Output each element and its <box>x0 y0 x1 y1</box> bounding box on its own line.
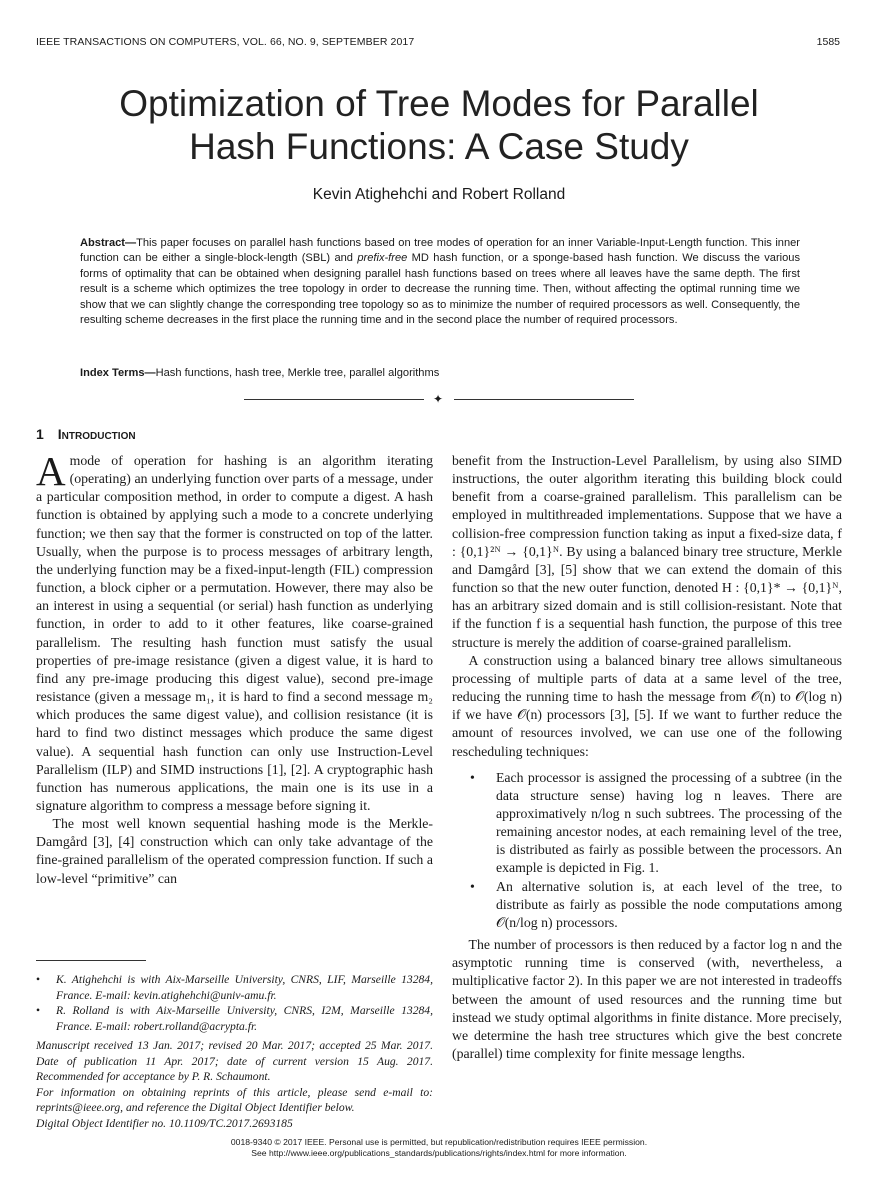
right-column <box>452 452 842 1063</box>
abstract <box>80 236 800 328</box>
reprints-info: For information on obtaining reprints of this article, please send e-mail to: reprints@ieee.org, and reference the Digital Object Identifier below. <box>36 1085 433 1114</box>
footnote-author-1 <box>36 972 433 1003</box>
list-item-text-1: Each processor is assigned the processing of a subtree (in the data structure sense) having log n leaves. There are approximatively n/log n such subtrees. The processing of the remaining ancestor nodes, at each remaining level of the tree, is distributed as fairly as possible between the processors. An example is depicted in Fig. 1. <box>496 769 842 876</box>
right-paragraph-2: A construction using a balanced binary tree allows simultaneous processing of multiple parts of data at a same level of the tree, reducing the running time to hash the message from 𝒪(n) to 𝒪(log n) if we have 𝒪(n) processors [3], [5]. If we want to further reduce the amount of resources involved, we can use one of the following rescheduling techniques: <box>452 652 842 759</box>
doi: Digital Object Identifier no. 10.1109/TC.2017.2693185 <box>36 1116 293 1130</box>
paper-title-line-2: Hash Functions: A Case Study <box>189 126 689 167</box>
copyright-footer <box>60 1137 818 1159</box>
paper-title-line-1: Optimization of Tree Modes for Parallel <box>119 83 759 124</box>
abstract-text-2: MD hash function, or a sponge-based hash function. We discuss the various forms of optimality that can be obtained when designing parallel hash functions based on trees where all leaves have the same depth. The first result is a scheme which optimizes the tree topology in order to decrease the running time. Then, without affecting the optimal running time we show that we can slightly change the corresponding tree topology so as to minimize the number of required processors as well. Consequently, the resulting scheme decreases in the first place the running time and in the second place the number of required processors. <box>80 252 800 327</box>
list-bullet: • <box>470 769 475 785</box>
manuscript-dates: Manuscript received 13 Jan. 2017; revised 20 Mar. 2017; accepted 25 Mar. 2017. Date of publication 11 Apr. 2017; date of current version 15 Aug. 2017. Recommended for acceptance by P. R. Schaumont. <box>36 1039 433 1083</box>
drop-cap: A <box>36 448 66 494</box>
footnote-author-1-text: K. Atighehchi is with Aix-Marseille University, CNRS, LIF, Marseille 13284, France. E-mail: kevin.atighehchi@univ-amu.fr. <box>56 973 433 1002</box>
section-heading <box>36 426 136 442</box>
footnote-author-2 <box>36 1003 433 1034</box>
copyright-line-1: 0018-9340 © 2017 IEEE. Personal use is permitted, but republication/redistribution requires IEEE permission. <box>230 1137 648 1147</box>
index-terms-text: Hash functions, hash tree, Merkle tree, parallel algorithms <box>155 367 440 379</box>
list-item <box>452 878 842 932</box>
intro-paragraph-2: The most well known sequential hashing mode is the Merkle-Damgård [3], [4] construction which can only take advantage of the fine-grained parallelism of the operated compression function. If such a low-level “primitive” can <box>36 816 433 886</box>
list-bullet: • <box>470 878 475 894</box>
footnote-bullet: • <box>36 1004 41 1017</box>
intro-paragraph-1-text: mode of operation for hashing is an algorithm iterating (operating) an underlying function over parts of a message, under a particular composition method, in order to compute a digest. A hash function is obtained by applying such a mode to a concrete underlying function; we then say that the former is constructed on top of the latter. Usually, when the purpose is to process messages of arbitrary length, the underlying function may be a fixed-input-length (FIL) compression function, a block cipher or a permutation. However, there may also be an interest in using a sequential (or serial) hash function as underlying function, in order to add to it other features, like coarse-grained parallelism. The resulting hash function must satisfy the usual properties of pre-image resistance (given a digest value, it is hard to find any pre-image producing this digest value), second pre-image resistance (given a message m₁, it is hard to find a second message m₂ which produces the same digest value), and collision resistance (it is hard to find two distinct messages which produce the same digest value). A sequential hash function can only use Instruction-Level Parallelism (ILP) and SIMD instructions [1], [2]. A cryptographic hash function has numerous applications, the main one is its use in a signature algorithm to compress a message before signing it. <box>36 453 433 813</box>
diamond-icon: ✦ <box>433 392 444 406</box>
intro-paragraph-1 <box>36 448 433 815</box>
footnotes <box>36 972 433 1131</box>
abstract-italic: prefix-free <box>357 252 408 265</box>
authors: Kevin Atighehchi and Robert Rolland <box>312 186 566 203</box>
copyright-line-2: See http://www.ieee.org/publications_standards/publications/rights/index.html for more information. <box>251 1148 627 1158</box>
right-paragraph-1: benefit from the Instruction-Level Parallelism, by using also SIMD instructions, the outer algorithm iterating this building block could benefit from a coarse-grained parallelism. This parallelism can be employed in multithreaded implementations. Suppose that we have a collision-free compression function taking as input a fixed-size data, f : {0,1}²ᴺ → {0,1}ᴺ. By using a balanced binary tree structure, Merkle and Damgård [3], [5] show that we can extend the domain of this function so that the new outer function, denoted H : {0,1}* → {0,1}ᴺ, has an arbitrary sized domain and is still collision-resistant. Note that if the function f is a sequential hash function, the purpose of this tree structure is merely the addition of coarse-grained parallelism. <box>452 453 842 650</box>
page-number: 1585 <box>816 36 840 48</box>
technique-list <box>452 769 842 932</box>
abstract-label: Abstract— <box>80 237 137 249</box>
paper-title <box>60 82 818 168</box>
footnote-rule <box>36 960 146 961</box>
abstract-text-1: This paper focuses on parallel hash functions based on tree modes of operation for an inner Variable-Input-Length function. This inner function can be either a single-block-length (SBL) and <box>80 237 800 265</box>
list-item <box>452 769 842 878</box>
index-terms <box>80 367 800 379</box>
footnote-bullet: • <box>36 973 41 986</box>
footnote-author-2-text: R. Rolland is with Aix-Marseille University, CNRS, I2M, Marseille 13284, France. E-mail: robert.rolland@acrypta.fr. <box>56 1004 433 1033</box>
running-header-journal: IEEE TRANSACTIONS ON COMPUTERS, VOL. 66, NO. 9, SEPTEMBER 2017 <box>36 36 415 48</box>
list-item-text-2: An alternative solution is, at each level of the tree, to distribute as fairly as possible the node computations among 𝒪(n/log n) processors. <box>496 878 842 930</box>
divider-right <box>454 399 634 400</box>
section-title: Introduction <box>57 426 136 442</box>
section-number: 1 <box>36 426 44 442</box>
index-terms-label: Index Terms— <box>80 367 156 379</box>
left-column <box>36 448 433 888</box>
divider-left <box>244 399 424 400</box>
right-paragraph-3: The number of processors is then reduced by a factor log n and the asymptotic running time is conserved (with, nevertheless, a multiplicative factor 2). In this paper we are not interested in tradeoffs between the amount of used resources and the running time but instead we study optimal algorithms in finite distance. More precisely, we determine the hash tree structures which give the best concrete (parallel) time complexity for finite message lengths. <box>452 937 842 1061</box>
